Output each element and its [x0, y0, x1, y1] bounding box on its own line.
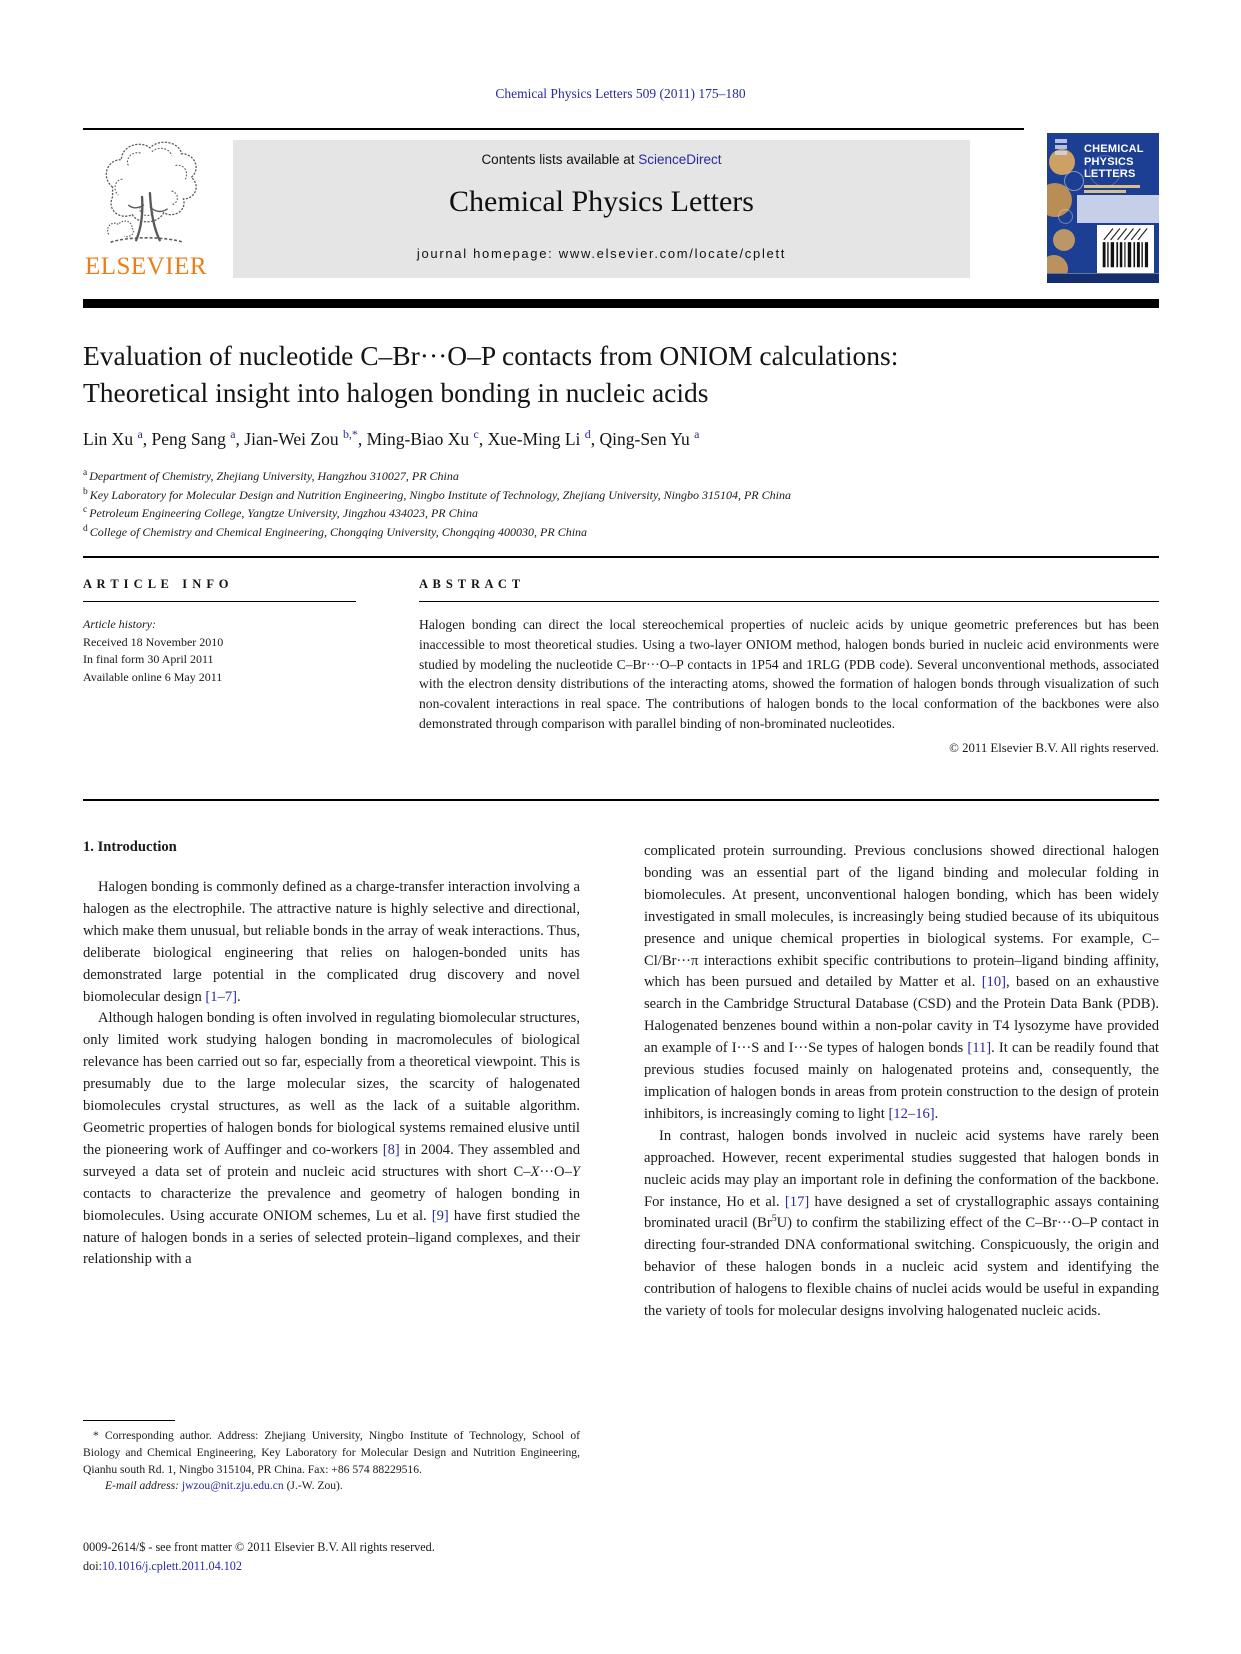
article-history-label: Article history: [83, 617, 156, 631]
text-segment: in 2004. They assembled and surveyed a data set of protein and nucleic acid structures with short C– [83, 1141, 580, 1180]
cover-title-line: PHYSICS [1084, 155, 1134, 168]
text-segment: Y [571, 1163, 580, 1180]
cover-light-band [1077, 195, 1159, 223]
doi-line [83, 1557, 435, 1576]
cover-journal-title [1084, 143, 1144, 181]
corresponding-author-text [83, 1428, 580, 1478]
divider [83, 799, 1159, 801]
inline-link[interactable]: [8] [382, 1141, 400, 1158]
abstract-heading: A B S T R A C T [419, 577, 522, 591]
text-segment: , Xue-Ming Li [478, 429, 585, 449]
journal-cover-thumbnail [1047, 133, 1159, 283]
article-title-line1: Evaluation of nucleotide C–Br···O–P contacts from ONIOM calculations: [83, 340, 899, 371]
cover-publisher-mark [1055, 139, 1067, 143]
text-segment: Lin Xu [83, 429, 138, 449]
divider-top [83, 128, 1024, 130]
affiliation-text: Key Laboratory for Molecular Design and Nutrition Engineering, Ningbo Institute of Technology, Zhejiang University, Ningbo 315104, PR China [89, 487, 791, 502]
inline-link[interactable]: jwzou@nit.zju.edu.cn [181, 1479, 284, 1493]
paragraph [83, 1008, 580, 1271]
inline-link[interactable]: [17] [784, 1193, 810, 1210]
body-right-column [644, 841, 1159, 1323]
divider [83, 556, 1159, 558]
inline-link[interactable]: [10] [981, 974, 1007, 991]
journal-homepage-link[interactable]: journal homepage: www.elsevier.com/locate/cplett [416, 246, 787, 261]
paragraph [83, 877, 580, 1008]
history-final-form: In final form 30 April 2011 [83, 652, 214, 666]
affiliation-marker: d [83, 523, 88, 534]
affiliation-text: Petroleum Engineering College, Yangtze University, Jingzhou 434023, PR China [89, 506, 478, 520]
contents-line [233, 140, 970, 167]
journal-title: Chemical Physics Letters [449, 185, 754, 218]
inline-link[interactable]: c [473, 427, 479, 442]
text-segment: In contrast, halogen bonds involved in nucleic acid systems have rarely been approached. However, recent experimental studies suggested that halogen bonds in nucleic acids may play an important role in defining the conformation of the backbone. For instance, Ho et al. [644, 1127, 1159, 1210]
elsevier-tree-icon [88, 136, 204, 254]
divider [83, 601, 356, 602]
affiliation-line [83, 486, 1143, 505]
inline-link[interactable]: [12–16] [888, 1105, 935, 1122]
text-segment: Although halogen bonding is often involved in regulating biomolecular structures, only limited work studying halogen bonding in macromolecules of biological relevance has been carried out so far, especially from a theoretical viewpoint. This is presumably due to the large molecular sizes, the scarcity of halogenated biomolecules crystal structures, as well as the lack of a suitable algorithm. Geometric properties of halogen bonds for biological systems remained elusive until the pioneering work of Auffinger and co-workers [83, 1010, 580, 1158]
text-segment: X [530, 1163, 540, 1180]
inline-link[interactable]: [9] [431, 1207, 449, 1224]
sciencedirect-link[interactable]: ScienceDirect [638, 152, 722, 167]
text-segment: . [934, 1105, 939, 1122]
text-segment: 5 [771, 1213, 777, 1225]
cover-decor-circle [1064, 171, 1084, 191]
inline-link[interactable]: d [584, 427, 591, 442]
text-segment: ···O– [539, 1163, 572, 1180]
affiliation-line [83, 504, 1143, 523]
barcode-icon [1097, 225, 1154, 273]
affiliation-text: College of Chemistry and Chemical Engineering, Chongqing University, Chongqing 400030, PR China [89, 524, 588, 539]
history-available-online: Available online 6 May 2011 [83, 669, 223, 684]
affiliation-text: Department of Chemistry, Zhejiang University, Hangzhou 310027, PR China [89, 469, 459, 483]
abstract-copyright: © 2011 Elsevier B.V. All rights reserved. [949, 740, 1159, 755]
affiliation-marker: a [83, 468, 88, 478]
article-info-column [83, 577, 356, 686]
text-segment: (J.-W. Zou). [283, 1479, 343, 1493]
authors-line [83, 429, 1083, 450]
corresponding-author-footnote [83, 1420, 580, 1495]
affiliation-marker: c [83, 505, 88, 515]
text-segment: * Corresponding author. Address: Zhejiang University, Ningbo Institute of Technology, School of Biology and Chemical Engineering, Key Laboratory for Molecular Design and Nutrition Engineering, Qianhu south Rd. 1, Ningbo 315104, PR China. Fax: +86 574 88229516. [83, 1429, 580, 1476]
affiliations [83, 467, 1143, 541]
cover-title-line: CHEMICAL [1084, 143, 1144, 155]
affiliation-line [83, 523, 1143, 542]
section-heading-introduction: 1. Introduction [83, 839, 177, 855]
cover-title-line: LETTERS [1084, 168, 1136, 180]
journal-banner [233, 140, 970, 278]
contents-line-prefix: Contents lists available at [481, 152, 639, 167]
footnote-divider [83, 1420, 175, 1421]
page-footer [83, 1538, 435, 1576]
paragraph [644, 841, 1159, 1126]
text-segment: doi: [83, 1559, 102, 1573]
elsevier-wordmark: ELSEVIER [84, 253, 208, 280]
article-title-line2: Theoretical insight into halogen bonding in nucleic acids [83, 377, 709, 408]
body-left-column [83, 839, 580, 1271]
text-segment: , based on an exhaustive search in the Cambridge Structural Database (CSD) and the Protein Data Bank (PDB). Halogenated benzenes bound within a non-polar cavity in T4 lysozyme have provided an example of I···S and I···Se types of halogen bonds [644, 974, 1160, 1057]
abstract-text: Halogen bonding can direct the local stereochemical properties of nucleic acids by unique geometric preferences but has been inaccessible to most theoretical studies. Using a two-layer ONIOM method, halogen bonds buried in nucleic acid environments were studied by modeling the nucleotide C–Br···O–P contacts in 1P54 and 1RLG (PDB code). Several unconventional methods, associated with the electron density distributions of the interacting atoms, showed the formation of halogen bonds through visualization of such non-covalent interactions in real space. The contributions of halogen bonds to the local conformation of the backbones were also demonstrated through comparison with parallel binding of non-brominated nucleotides. [419, 617, 1159, 731]
inline-link[interactable]: a [694, 427, 700, 442]
text-segment: , Qing-Sen Yu [590, 429, 695, 449]
text-segment: . It can be readily found that previous studies focused mainly on halogenated proteins and, consequently, the implication of halogen bonds in areas from protein construction to the design of protein inhibitors, is increasingly coming to light [644, 1040, 1159, 1122]
text-segment: have designed a set of crystallographic assays containing brominated uracil (Br [644, 1193, 1159, 1232]
inline-link[interactable]: 10.1016/j.cplett.2011.04.102 [101, 1559, 242, 1573]
affiliation-line [83, 467, 1143, 486]
cover-subtitle-lines [1084, 185, 1140, 195]
email-line [83, 1478, 580, 1495]
text-segment: , Ming-Biao Xu [357, 429, 474, 449]
cover-bottom-band [1047, 273, 1159, 283]
text-segment: complicated protein surrounding. Previous conclusions showed directional halogen bonding was an essential part of the ligand binding and molecular folding in biomolecules. At present, unconventional halogen bonding, which has been widely investigated in small molecules, is increasingly being studied because of its ubiquitous presence and unique chemical properties in biological systems. For example, C–Cl/Br···π interactions exhibit specific contributions to protein–ligand binding affinity, which has been pursued and detailed by Matter et al. [644, 843, 1159, 991]
inline-link[interactable]: a [230, 427, 236, 442]
history-received: Received 18 November 2010 [83, 634, 224, 649]
abstract-column [419, 577, 1159, 756]
cover-decor-circle [1053, 229, 1075, 251]
inline-link[interactable]: a [137, 427, 143, 442]
cover-barcode-box [1097, 225, 1154, 273]
text-segment: , Jian-Wei Zou [235, 429, 343, 449]
text-segment: . [237, 988, 241, 1005]
paragraph [644, 1126, 1159, 1323]
inline-link[interactable]: b,* [342, 427, 358, 442]
header-citation: Chemical Physics Letters 509 (2011) 175–180 [495, 86, 746, 101]
divider-thick [83, 299, 1159, 308]
inline-link[interactable]: [11] [967, 1040, 992, 1057]
text-segment: , Peng Sang [142, 429, 231, 449]
text-segment: E-mail address: [105, 1479, 179, 1493]
article-title [83, 337, 1103, 411]
affiliation-marker: b [83, 486, 88, 497]
article-info-heading: A R T I C L E I N F O [83, 577, 230, 591]
text-segment: Halogen bonding is commonly defined as a charge-transfer interaction involving a halogen as the electrophile. The attractive nature is highly selective and directional, which make them unusual, but reliable bonds in the array of weak interactions. Thus, deliberate biological engineering that relies on halogen-bonded units has demonstrated large potential in the complicated drug discovery and novel biomolecular design [83, 879, 580, 1005]
cover-decor-circle [1058, 209, 1073, 224]
text-segment: U) to confirm the stabilizing effect of the C–Br···O–P contact in directing four-stranded DNA conformational switching. Conspicuously, the origin and behavior of these halogen bonds in a nucleic acid system and identifying the contribution of halogens to flexible chains of nuclei acids would be useful in expanding the variety of tools for molecular designs involving halogenated nucleic acids. [644, 1215, 1159, 1320]
text-segment: contacts to characterize the prevalence and geometry of halogen bonding in biomolecules. Using accurate ONIOM schemes, Lu et al. [83, 1185, 580, 1224]
elsevier-logo [84, 136, 208, 282]
issn-copyright-line: 0009-2614/$ - see front matter © 2011 Elsevier B.V. All rights reserved. [83, 1540, 435, 1554]
divider [419, 601, 1159, 602]
inline-link[interactable]: [1–7] [205, 988, 238, 1005]
text-segment: have first studied the nature of halogen bonds in a series of selected protein–ligand complexes, and their relationship with a [83, 1207, 580, 1268]
